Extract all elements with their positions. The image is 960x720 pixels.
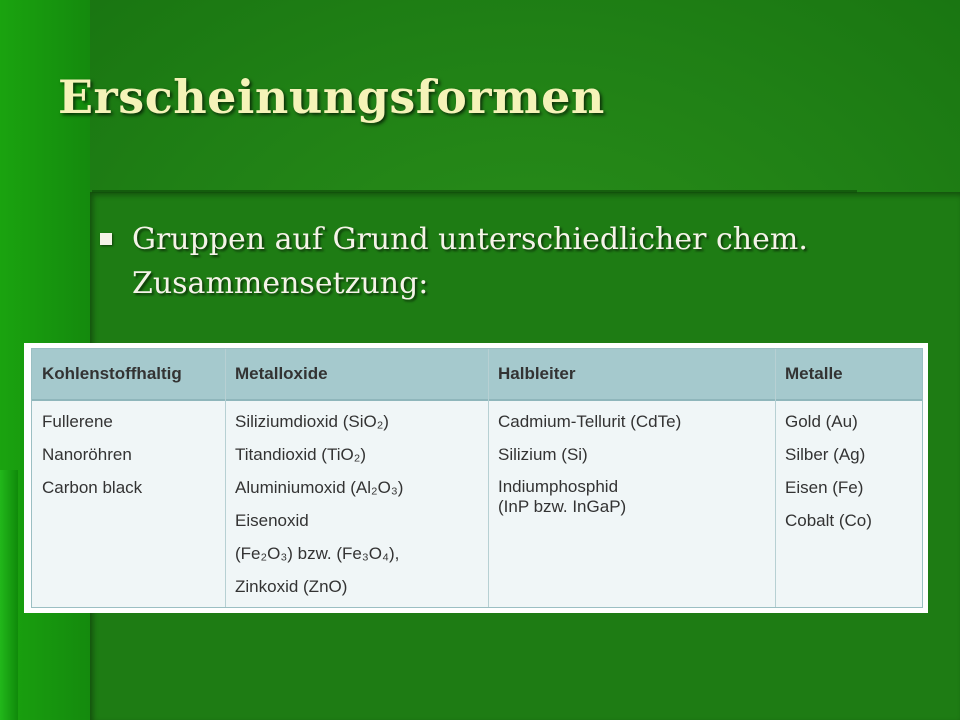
table-header-row: [32, 349, 922, 401]
column-metalloxide: [225, 405, 488, 603]
table-cell: Fullerene: [42, 412, 113, 431]
column-metalle: [775, 405, 922, 537]
composition-table: [31, 348, 923, 608]
table-cell: (InP bzw. InGaP): [498, 497, 627, 516]
table-cell: Gold (Au): [785, 412, 858, 431]
table-cell: Eisenoxid: [235, 511, 309, 530]
table-cell: Silizium (Si): [498, 445, 588, 464]
table-cell: Siliziumdioxid (SiO₂): [235, 412, 389, 431]
table-cell: Silber (Ag): [785, 445, 866, 464]
header-halbleiter: Halbleiter: [498, 364, 576, 383]
bullet-item: [100, 218, 880, 306]
table-cell: Carbon black: [42, 478, 143, 497]
table-image-frame: [24, 343, 928, 613]
bullet-line-1: Gruppen auf Grund unterschiedlicher chem.: [132, 222, 808, 257]
table-cell: (Fe₂O₃) bzw. (Fe₃O₄),: [235, 544, 400, 563]
slide-title: Erscheinungsformen: [58, 70, 605, 124]
bullet-line-2: Zusammensetzung:: [132, 266, 429, 301]
header-metalle: Metalle: [785, 364, 843, 383]
table-cell: Eisen (Fe): [785, 478, 864, 497]
table-cell: Indiumphosphid: [498, 477, 619, 496]
table-cell: Zinkoxid (ZnO): [235, 577, 348, 596]
column-kohlenstoffhaltig: [32, 405, 225, 504]
table-cell: Cobalt (Co): [785, 511, 872, 530]
header-metalloxide: Metalloxide: [235, 364, 328, 383]
table-cell: Aluminiumoxid (Al₂O₃): [235, 478, 404, 497]
square-bullet-icon: [100, 233, 112, 245]
table-cell: Cadmium-Tellurit (CdTe): [498, 412, 682, 431]
bullet-text: [132, 218, 808, 306]
panel-top-divider: [92, 190, 857, 193]
table-cell: Nanoröhren: [42, 445, 132, 464]
header-kohlenstoffhaltig: Kohlenstoffhaltig: [42, 364, 182, 383]
table-cell: Titandioxid (TiO₂): [235, 445, 366, 464]
column-halbleiter: [488, 405, 775, 517]
left-accent-stripe: [0, 470, 18, 720]
